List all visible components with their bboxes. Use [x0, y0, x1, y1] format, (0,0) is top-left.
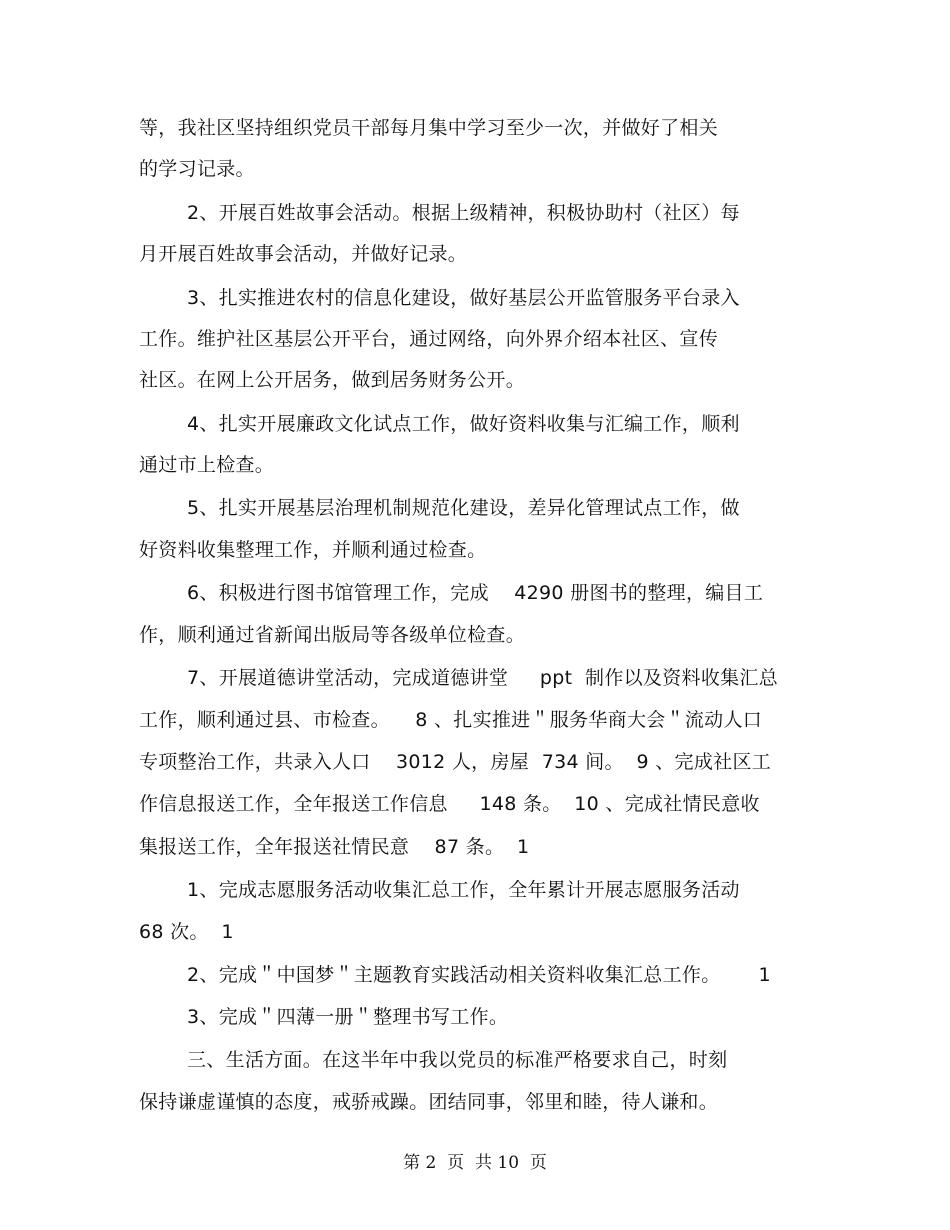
text-line-12: 6、积极进行图书馆管理工作，完成 4290 册图书的整理，编目工 [187, 582, 764, 604]
page-number-footer: 第 2 页 共 10 页 [403, 1153, 547, 1173]
text-line-5: 3、扎实推进农村的信息化建设，做好基层公开监管服务平台录入 [187, 287, 740, 309]
text-line-6: 工作。维护社区基层公开平台，通过网络，向外界介绍本社区、宣传 [139, 328, 719, 350]
text-line-16: 专项整治工作，共录入人口 3012 人，房屋 734 间。 9 、完成社区工 [139, 751, 772, 773]
text-line-11: 好资料收集整理工作，并顺利通过检查。 [139, 539, 487, 561]
text-line-23: 三、生活方面。在这半年中我以党员的标准严格要求自己，时刻 [187, 1049, 728, 1071]
text-line-4: 月开展百姓故事会活动，并做好记录。 [139, 243, 468, 265]
text-line-1: 等，我社区坚持组织党员干部每月集中学习至少一次，并做好了相关 [139, 117, 719, 139]
text-line-15: 工作，顺利通过县、市检查。 8 、扎实推进＂服务华商大会＂流动人口 [139, 709, 763, 731]
text-line-8: 4、扎实开展廉政文化试点工作，做好资料收集与汇编工作，顺利 [187, 413, 740, 435]
text-line-22: 3、完成＂四薄一册＂整理书写工作。 [187, 1006, 509, 1028]
text-line-21: 2、完成＂中国梦＂主题教育实践活动相关资料收集汇总工作。 1 [187, 964, 771, 986]
text-line-17: 作信息报送工作，全年报送工作信息 148 条。 10 、完成社情民意收 [139, 793, 760, 815]
text-line-24: 保持谦虚谨慎的态度，戒骄戒躁。团结同事，邻里和睦，待人谦和。 [139, 1091, 719, 1113]
text-line-2: 的学习记录。 [139, 158, 255, 180]
text-line-10: 5、扎实开展基层治理机制规范化建设，差异化管理试点工作，做 [187, 497, 740, 519]
text-line-13: 作，顺利通过省新闻出版局等各级单位检查。 [139, 624, 526, 646]
text-line-19: 1、完成志愿服务活动收集汇总工作，全年累计开展志愿服务活动 [187, 879, 740, 901]
text-line-3: 2、开展百姓故事会活动。根据上级精神，积极协助村（社区）每 [187, 202, 740, 224]
text-line-9: 通过市上检查。 [139, 454, 275, 476]
text-line-7: 社区。在网上公开居务，做到居务财务公开。 [139, 369, 526, 391]
text-line-20: 68 次。 1 [139, 921, 234, 943]
text-line-18: 集报送工作，全年报送社情民意 87 条。 1 [139, 836, 530, 858]
text-line-14: 7、开展道德讲堂活动，完成道德讲堂 ppt 制作以及资料收集汇总 [187, 667, 779, 689]
